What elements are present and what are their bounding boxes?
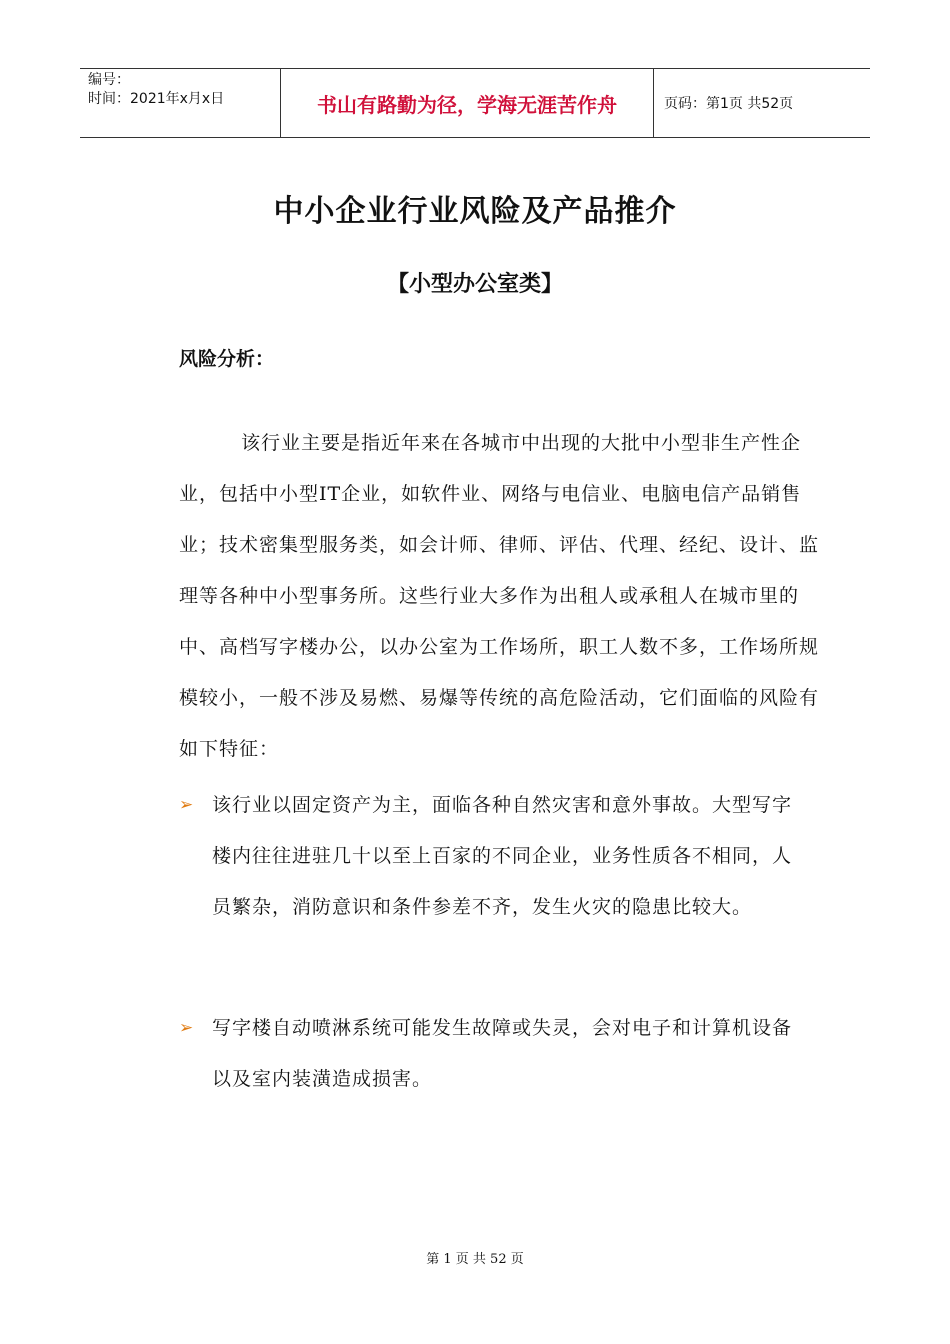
arrow-bullet-icon: ➢	[179, 795, 194, 815]
bullet-text: 写字楼自动喷淋系统可能发生故障或失灵，会对电子和计算机设备以及室内装潢造成损害。	[212, 1017, 793, 1090]
bullet-text: 该行业以固定资产为主，面临各种自然灾害和意外事故。大型写字楼内往往进驻几十以至上百家的不同企业，业务性质各不相同，人员繁杂，消防意识和条件参差不齐，发生火灾的隐患比较大。	[212, 794, 793, 918]
time-label: 时间：2021年x月x日	[88, 91, 225, 107]
bullet-item	[179, 780, 819, 933]
header-motto: 书山有路勤为径，学海无涯苦作舟	[281, 69, 654, 137]
document-title: 中小企业行业风险及产品推介	[273, 194, 677, 229]
document-subtitle: 【小型办公室类】	[386, 272, 563, 297]
header-meta	[80, 69, 281, 137]
arrow-bullet-icon: ➢	[179, 1018, 194, 1038]
header-page-info: 页码：第1页 共52页	[664, 96, 794, 112]
number-label: 编号：	[88, 72, 130, 88]
page-header	[80, 68, 870, 138]
page-footer: 第 1 页 共 52 页	[426, 1252, 524, 1267]
section-heading: 风险分析：	[179, 348, 275, 370]
bullet-item	[179, 1003, 819, 1105]
intro-paragraph: 该行业主要是指近年来在各城市中出现的大批中小型非生产性企业，包括中小型IT企业，如软件业、网络与电信业、电脑电信产品销售业；技术密集型服务类，如会计师、律师、评估、代理、经纪、设计、监理等各种中小型事务所。这些行业大多作为出租人或承租人在城市里的中、高档写字楼办公，以办公室为工作场所，职工人数不多，工作场所规模较小，一般不涉及易燃、易爆等传统的高危险活动，它们面临的风险有如下特征：	[179, 432, 820, 760]
